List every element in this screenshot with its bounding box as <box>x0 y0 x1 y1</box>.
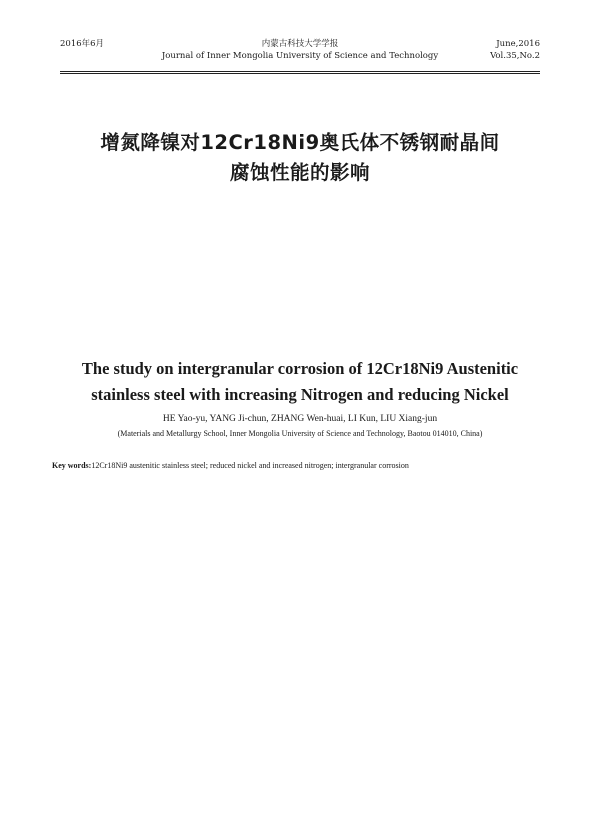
title-cn-line-2: 腐蚀性能的影响 <box>229 161 370 184</box>
header-center <box>60 38 540 62</box>
keywords-en-text: 12Cr18Ni9 austenitic stainless steel; reduced nickel and increased nitrogen; intergranular corrosion <box>91 461 409 470</box>
journal-name-en: Journal of Inner Mongolia University of Science and Technology <box>161 51 439 61</box>
journal-name-cn: 内蒙古科技大学学报 <box>261 39 339 49</box>
title-cn-line-1: 增氮降镍对12Cr18Ni9奥氏体不锈钢耐晶间 <box>100 131 500 154</box>
header-date-en: June,2016 <box>496 39 540 49</box>
keywords-en <box>52 460 548 472</box>
header-date-cn: 2016年6月 <box>60 39 105 49</box>
header-rule <box>60 71 540 72</box>
running-header <box>60 38 540 68</box>
header-volume-en: Vol.35,No.2 <box>490 51 540 61</box>
title-en-line-1: The study on intergranular corrosion of 12Cr18Ni9 Austenitic <box>81 359 519 378</box>
title-en <box>60 356 540 408</box>
title-en-line-2: stainless steel with increasing Nitrogen and reducing Nickel <box>91 385 509 404</box>
title-cn <box>60 128 540 188</box>
keywords-en-label: Key words: <box>52 461 92 470</box>
header-rule-thin <box>60 73 540 74</box>
header-right <box>490 38 540 62</box>
authors-en: HE Yao-yu, YANG Ji-chun, ZHANG Wen-huai, LI Kun, LIU Xiang-jun <box>162 414 438 424</box>
affiliation-en: (Materials and Metallurgy School, Inner Mongolia University of Science and Technology, Baotou 014010, China) <box>117 429 483 438</box>
